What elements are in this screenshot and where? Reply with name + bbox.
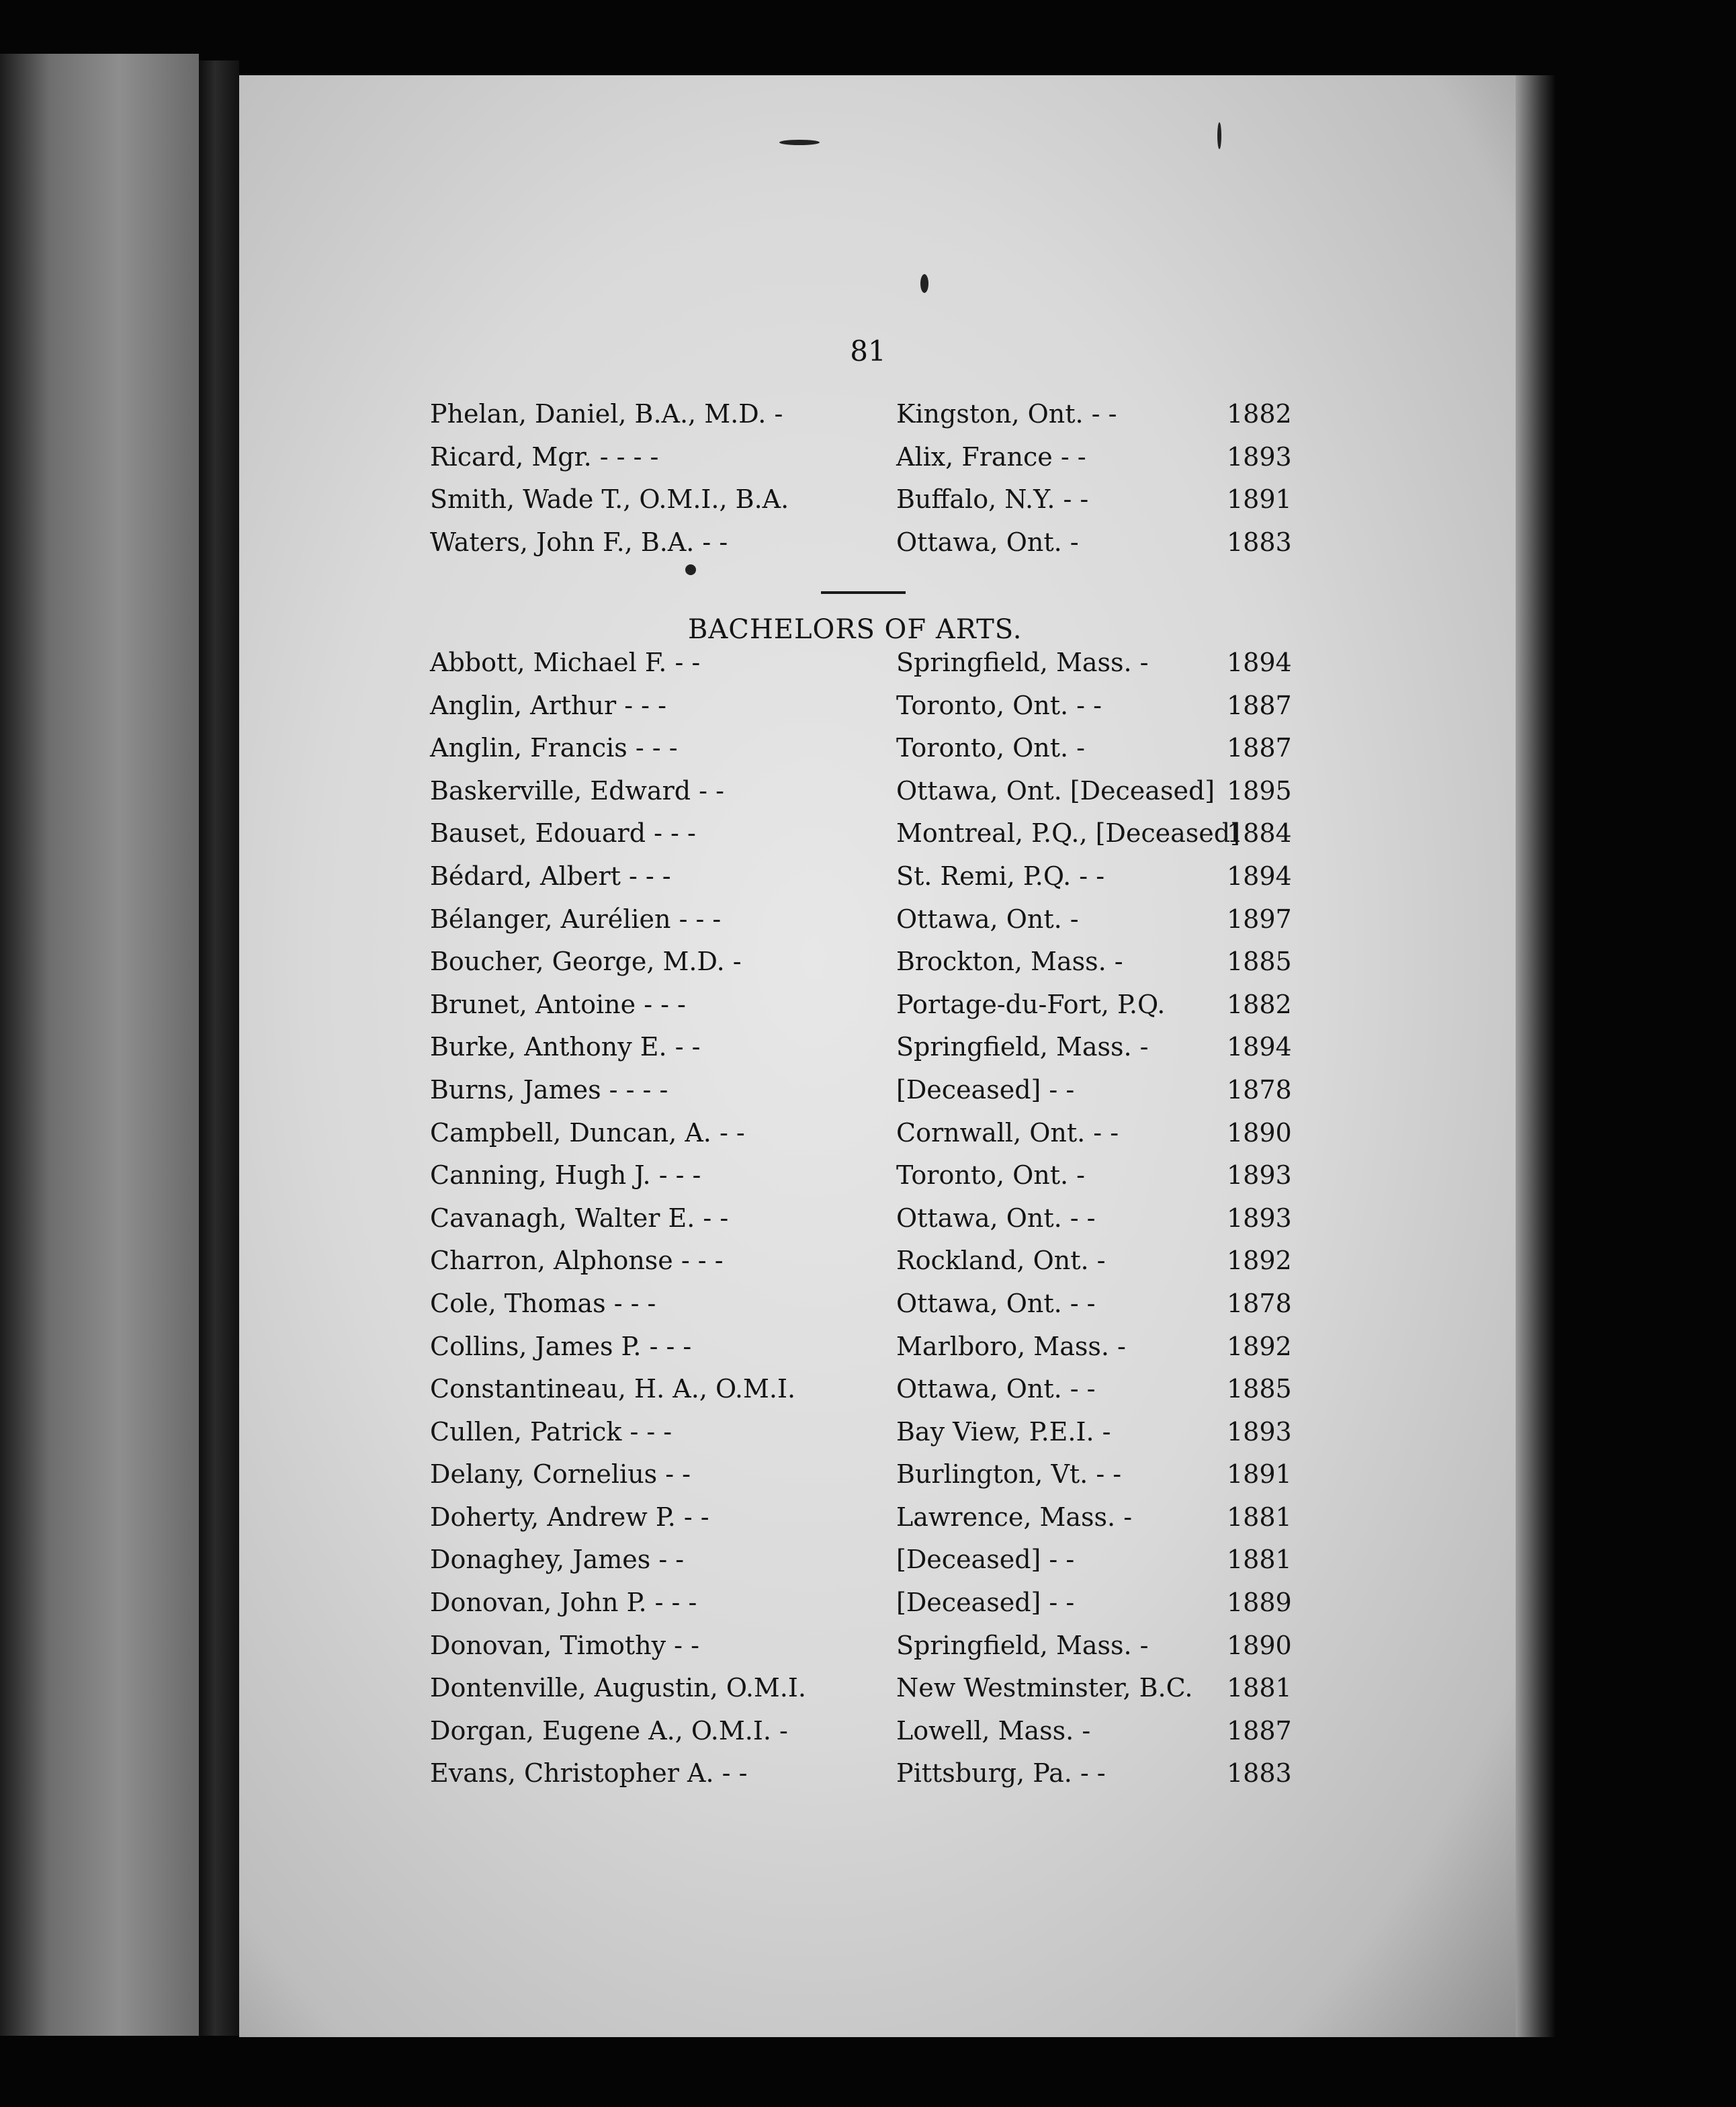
ink-speck	[1217, 122, 1221, 149]
entry-row	[430, 442, 1303, 485]
entry-row	[430, 818, 1303, 861]
entry-row	[430, 947, 1303, 990]
entry-row	[430, 399, 1303, 442]
entry-row	[430, 904, 1303, 947]
entry-place: Ottawa, Ont. - -	[896, 1374, 1096, 1404]
entry-name: Doherty, Andrew P. - -	[430, 1502, 709, 1532]
entry-row	[430, 1716, 1303, 1759]
entry-place: Toronto, Ont. -	[896, 733, 1085, 763]
entry-year: 1878	[1227, 1074, 1292, 1105]
entry-place: Ottawa, Ont. - -	[896, 1203, 1096, 1233]
entry-year: 1893	[1227, 1203, 1292, 1233]
entry-year: 1891	[1227, 1459, 1292, 1490]
entry-row	[430, 1246, 1303, 1289]
page-edge-shadow	[1516, 75, 1556, 2037]
entry-row	[430, 484, 1303, 527]
entry-row	[430, 1118, 1303, 1161]
entry-name: Dontenville, Augustin, O.M.I.	[430, 1673, 806, 1703]
entry-name: Canning, Hugh J. - - -	[430, 1160, 701, 1191]
entry-row	[430, 861, 1303, 904]
section-divider	[821, 591, 906, 594]
entry-place: New Westminster, B.C.	[896, 1673, 1193, 1703]
entry-name: Burke, Anthony E. - -	[430, 1032, 701, 1062]
entry-row	[430, 1203, 1303, 1246]
entry-name: Abbott, Michael F. - -	[430, 648, 701, 677]
page-number: 81	[850, 335, 886, 368]
entry-row	[430, 1459, 1303, 1502]
entry-place: Springfield, Mass. -	[896, 1032, 1149, 1062]
ink-speck	[920, 274, 928, 293]
entry-row	[430, 1673, 1303, 1716]
entry-place: [Deceased] - -	[896, 1074, 1075, 1105]
entry-name: Baskerville, Edward - -	[430, 775, 724, 806]
entry-name: Burns, James - - - -	[430, 1074, 668, 1105]
entry-place: Marlboro, Mass. -	[896, 1331, 1126, 1361]
entry-row	[430, 1502, 1303, 1545]
entry-name: Delany, Cornelius - -	[430, 1459, 691, 1490]
entry-name: Donovan, Timothy - -	[430, 1630, 699, 1660]
entry-year: 1893	[1227, 1416, 1292, 1447]
entry-name: Dorgan, Eugene A., O.M.I. -	[430, 1715, 788, 1746]
entry-row	[430, 776, 1303, 819]
entry-place: St. Remi, P.Q. - -	[896, 861, 1105, 891]
entry-row	[430, 527, 1303, 570]
entry-name: Bédard, Albert - - -	[430, 861, 671, 891]
entry-place: Ottawa, Ont. - -	[896, 1288, 1096, 1318]
entry-row	[430, 1374, 1303, 1417]
entry-place: Montreal, P.Q., [Deceased]	[896, 818, 1240, 849]
entry-year: 1881	[1227, 1502, 1292, 1532]
entry-year: 1894	[1227, 648, 1292, 677]
entry-place: Lowell, Mass. -	[896, 1715, 1091, 1746]
entry-name: Cavanagh, Walter E. - -	[430, 1203, 729, 1233]
entry-year: 1887	[1227, 733, 1292, 763]
entry-place: Burlington, Vt. - -	[896, 1459, 1122, 1490]
entry-place: Pittsburg, Pa. - -	[896, 1758, 1106, 1789]
entry-year: 1897	[1227, 904, 1292, 934]
entry-place: Springfield, Mass. -	[896, 648, 1149, 677]
entry-place: Toronto, Ont. -	[896, 1160, 1085, 1191]
entry-place: Ottawa, Ont. -	[896, 904, 1079, 934]
entry-row	[430, 1032, 1303, 1075]
entry-place: Brockton, Mass. -	[896, 947, 1123, 977]
entry-name: Collins, James P. - - -	[430, 1331, 692, 1361]
entry-place: Buffalo, N.Y. - -	[896, 484, 1089, 515]
entry-row	[430, 733, 1303, 776]
entry-place: Portage-du-Fort, P.Q.	[896, 989, 1166, 1019]
entry-year: 1893	[1227, 441, 1292, 472]
entry-place: Toronto, Ont. - -	[896, 690, 1102, 720]
entry-place: Kingston, Ont. - -	[896, 399, 1117, 429]
entry-row	[430, 1332, 1303, 1375]
entry-year: 1881	[1227, 1545, 1292, 1575]
entry-name: Constantineau, H. A., O.M.I.	[430, 1374, 796, 1404]
entry-year: 1891	[1227, 484, 1292, 515]
entry-year: 1895	[1227, 775, 1292, 806]
entry-name: Phelan, Daniel, B.A., M.D. -	[430, 399, 783, 429]
entry-name: Evans, Christopher A. - -	[430, 1758, 748, 1789]
entry-place: Bay View, P.E.I. -	[896, 1416, 1111, 1447]
entry-name: Anglin, Arthur - - -	[430, 690, 666, 720]
entry-year: 1890	[1227, 1630, 1292, 1660]
entry-place: Lawrence, Mass. -	[896, 1502, 1133, 1532]
entry-place: Ottawa, Ont. [Deceased]	[896, 775, 1215, 806]
section-heading: BACHELORS OF ARTS.	[688, 614, 1023, 645]
entry-row	[430, 1545, 1303, 1588]
entry-name: Ricard, Mgr. - - - -	[430, 441, 659, 472]
entry-year: 1887	[1227, 690, 1292, 720]
entry-place: Cornwall, Ont. - -	[896, 1117, 1119, 1148]
entry-place: Springfield, Mass. -	[896, 1630, 1149, 1660]
ink-speck	[779, 140, 820, 145]
entry-name: Cole, Thomas - - -	[430, 1288, 656, 1318]
entry-name: Brunet, Antoine - - -	[430, 989, 686, 1019]
entry-year: 1894	[1227, 1032, 1292, 1062]
entry-year: 1882	[1227, 989, 1292, 1019]
entry-year: 1884	[1227, 818, 1292, 849]
entry-row	[430, 1417, 1303, 1460]
entry-name: Anglin, Francis - - -	[430, 733, 678, 763]
facing-page	[0, 54, 199, 2036]
entry-row	[430, 648, 1303, 691]
entry-row	[430, 1631, 1303, 1674]
entry-year: 1890	[1227, 1117, 1292, 1148]
entry-name: Bélanger, Aurélien - - -	[430, 904, 722, 934]
entry-place: [Deceased] - -	[896, 1545, 1075, 1575]
entry-year: 1885	[1227, 947, 1292, 977]
entry-name: Donovan, John P. - - -	[430, 1588, 697, 1618]
bachelors-list	[430, 648, 1303, 1801]
entry-row	[430, 1289, 1303, 1332]
entry-year: 1878	[1227, 1288, 1292, 1318]
entry-name: Smith, Wade T., O.M.I., B.A.	[430, 484, 789, 515]
entry-place: [Deceased] - -	[896, 1588, 1075, 1618]
entry-year: 1883	[1227, 1758, 1292, 1789]
entry-place: Rockland, Ont. -	[896, 1246, 1106, 1276]
entry-row	[430, 691, 1303, 734]
entry-year: 1889	[1227, 1588, 1292, 1618]
entry-place: Alix, France - -	[896, 441, 1086, 472]
entry-name: Charron, Alphonse - - -	[430, 1246, 724, 1276]
entry-name: Cullen, Patrick - - -	[430, 1416, 672, 1447]
entry-year: 1893	[1227, 1160, 1292, 1191]
book-gutter	[199, 60, 239, 2036]
entry-year: 1883	[1227, 527, 1292, 557]
entry-name: Donaghey, James - -	[430, 1545, 685, 1575]
entry-year: 1892	[1227, 1331, 1292, 1361]
entry-year: 1885	[1227, 1374, 1292, 1404]
entry-year: 1894	[1227, 861, 1292, 891]
entry-row	[430, 990, 1303, 1033]
entry-name: Campbell, Duncan, A. - -	[430, 1117, 745, 1148]
entry-name: Bauset, Edouard - - -	[430, 818, 696, 849]
entry-year: 1881	[1227, 1673, 1292, 1703]
top-entry-list	[430, 399, 1303, 570]
entry-row	[430, 1758, 1303, 1801]
entry-name: Waters, John F., B.A. - -	[430, 527, 728, 557]
entry-year: 1882	[1227, 399, 1292, 429]
entry-year: 1892	[1227, 1246, 1292, 1276]
entry-row	[430, 1160, 1303, 1203]
entry-row	[430, 1588, 1303, 1631]
entry-year: 1887	[1227, 1715, 1292, 1746]
entry-row	[430, 1075, 1303, 1118]
entry-place: Ottawa, Ont. -	[896, 527, 1079, 557]
entry-name: Boucher, George, M.D. -	[430, 947, 742, 977]
